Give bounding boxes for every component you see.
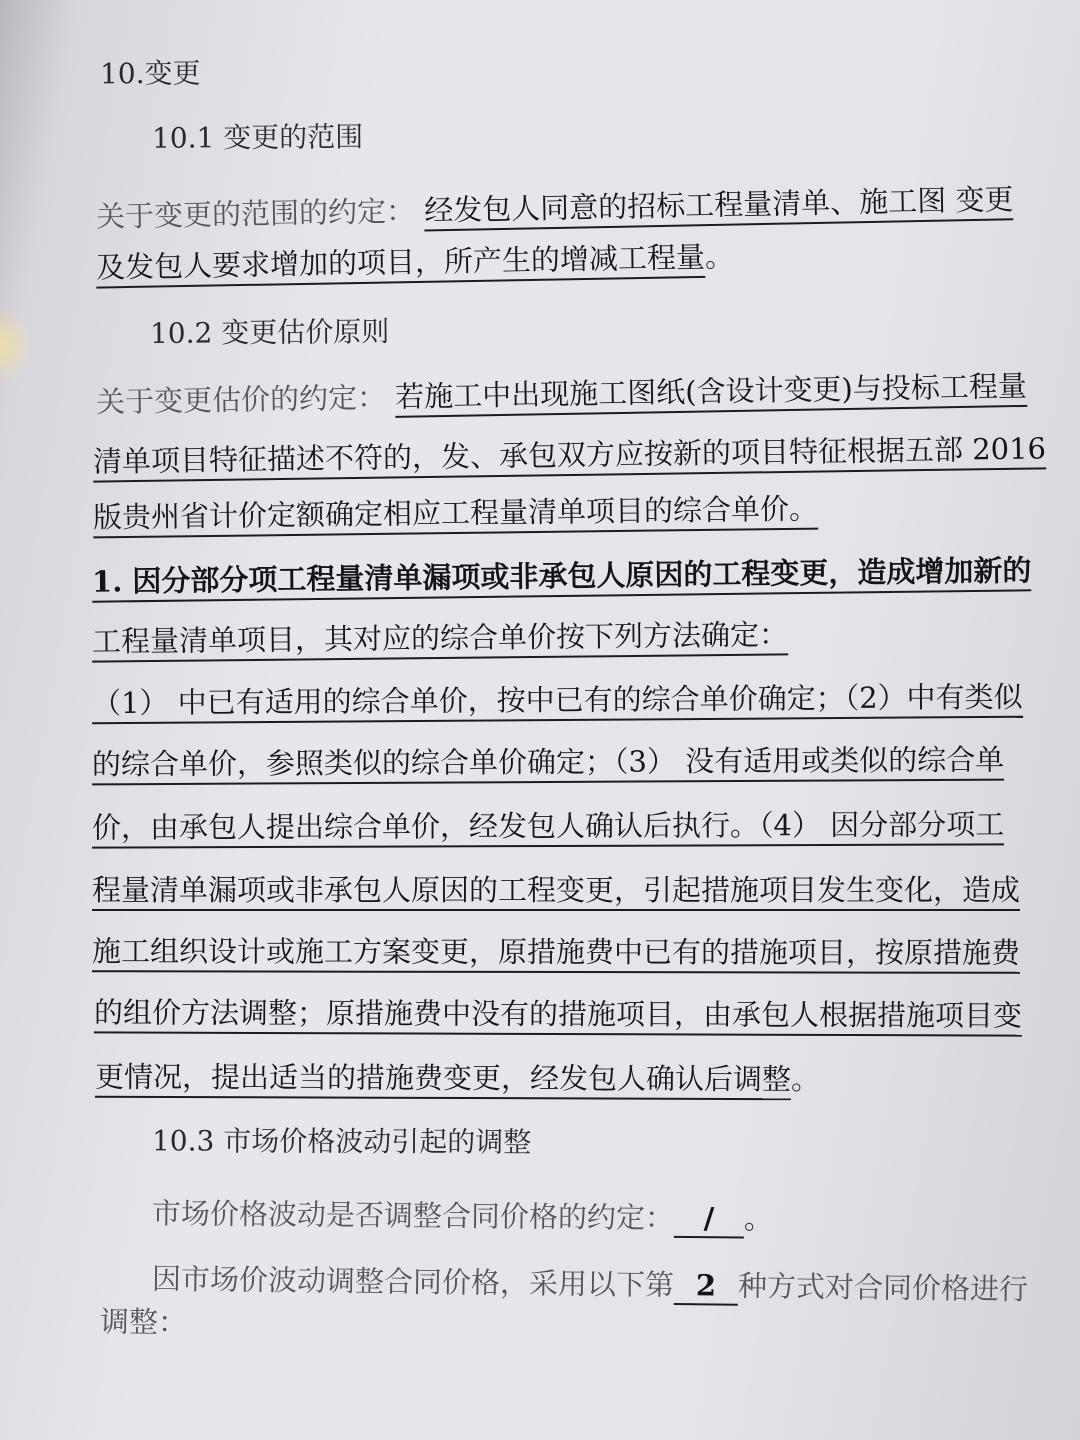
scope-label: 关于变更的范围的约定： (95, 193, 416, 234)
valuation-label: 关于变更估价的约定： (95, 380, 387, 420)
adjust-method-label: 因市场价波动调整合同价格，采用以下第 (151, 1261, 675, 1303)
valuation-text: 的综合单价，参照类似的综合单价确定；（3） 没有适用或类似的综合单 (92, 743, 1004, 786)
adjust-method-label-end: 种方式对合同价格进行 (737, 1268, 1029, 1307)
period: 。 (704, 239, 735, 274)
valuation-clause-line-3 (93, 491, 818, 536)
adjust-method-value: 2 (674, 1267, 738, 1306)
valuation-text: （1） 中已有适用的综合单价，按中已有的综合单价确定；（2）中有类似 (92, 680, 1023, 724)
subsection-heading-10-3: 10.3 市场价格波动引起的调整 (151, 1124, 532, 1159)
valuation-text: 1. 因分部分项工程量清单漏项或非承包人原因的工程变更，造成增加新的 (92, 553, 1032, 602)
valuation-clause-line-12 (95, 1059, 820, 1098)
price-adjust-question-2 (152, 1261, 1028, 1310)
scope-clause-line-2 (96, 238, 735, 285)
valuation-clause-line-8 (92, 806, 1004, 845)
valuation-clause-line-10 (92, 933, 1020, 971)
period: 。 (790, 1062, 821, 1097)
price-adjust-question-2-cont (100, 1304, 187, 1341)
subsection-heading-10-1: 10.1 变更的范围 (151, 120, 364, 155)
valuation-text: 价，由承包人提出综合单价，经发包人确认后执行。（4） 因分部分项工 (92, 807, 1004, 848)
scope-clause-line-1 (96, 181, 1014, 235)
period: 。 (743, 1201, 774, 1236)
valuation-text: 工程量清单项目，其对应的综合单价按下列方法确定： (92, 617, 788, 662)
subsection-heading-10-2: 10.2 变更估价原则 (149, 314, 390, 351)
price-adjust-label: 市场价格波动是否调整合同价格的约定： (151, 1196, 675, 1235)
valuation-text: 版贵州省计价定额确定相应工程量清单项目的综合单价。 (93, 492, 818, 539)
adjust-label: 调整： (99, 1304, 188, 1340)
valuation-clause-line-5 (92, 616, 788, 659)
valuation-text: 若施工中出现施工图纸(含设计变更)与投标工程量 (395, 369, 1027, 418)
valuation-clause-line-7 (92, 742, 1004, 783)
valuation-text: 清单项目特征描述不符的，发、承包双方应按新的项目特征根据五部 2016 (93, 431, 1046, 482)
valuation-clause-line-4 (92, 552, 1032, 599)
valuation-text: 的组价方法调整；原措施费中没有的措施项目，由承包人根据措施项目变 (94, 995, 1022, 1036)
valuation-clause-line-1 (96, 368, 1027, 420)
valuation-clause-line-9 (92, 872, 1020, 908)
valuation-clause-line-6 (92, 679, 1023, 721)
scope-text: 及发包人要求增加的项目，所产生的增减工程量 (96, 240, 706, 289)
valuation-text: 施工组织设计或施工方案变更，原措施费中已有的措施项目，按原措施费 (92, 934, 1020, 974)
price-adjust-value: / (674, 1200, 744, 1239)
valuation-clause-line-2 (93, 430, 1046, 479)
valuation-text: 更情况，提出适当的措施费变更，经发包人确认后调整 (95, 1060, 791, 1100)
light-glare (0, 300, 30, 390)
valuation-clause-line-11 (94, 994, 1022, 1033)
price-adjust-question-1 (152, 1195, 773, 1238)
valuation-text: 程量清单漏项或非承包人原因的工程变更，引起措施项目发生变化，造成 (92, 873, 1020, 911)
section-title: 10.变更 (99, 56, 201, 91)
scope-text: 经发包人同意的招标工程量清单、施工图 变更 (424, 182, 1014, 231)
